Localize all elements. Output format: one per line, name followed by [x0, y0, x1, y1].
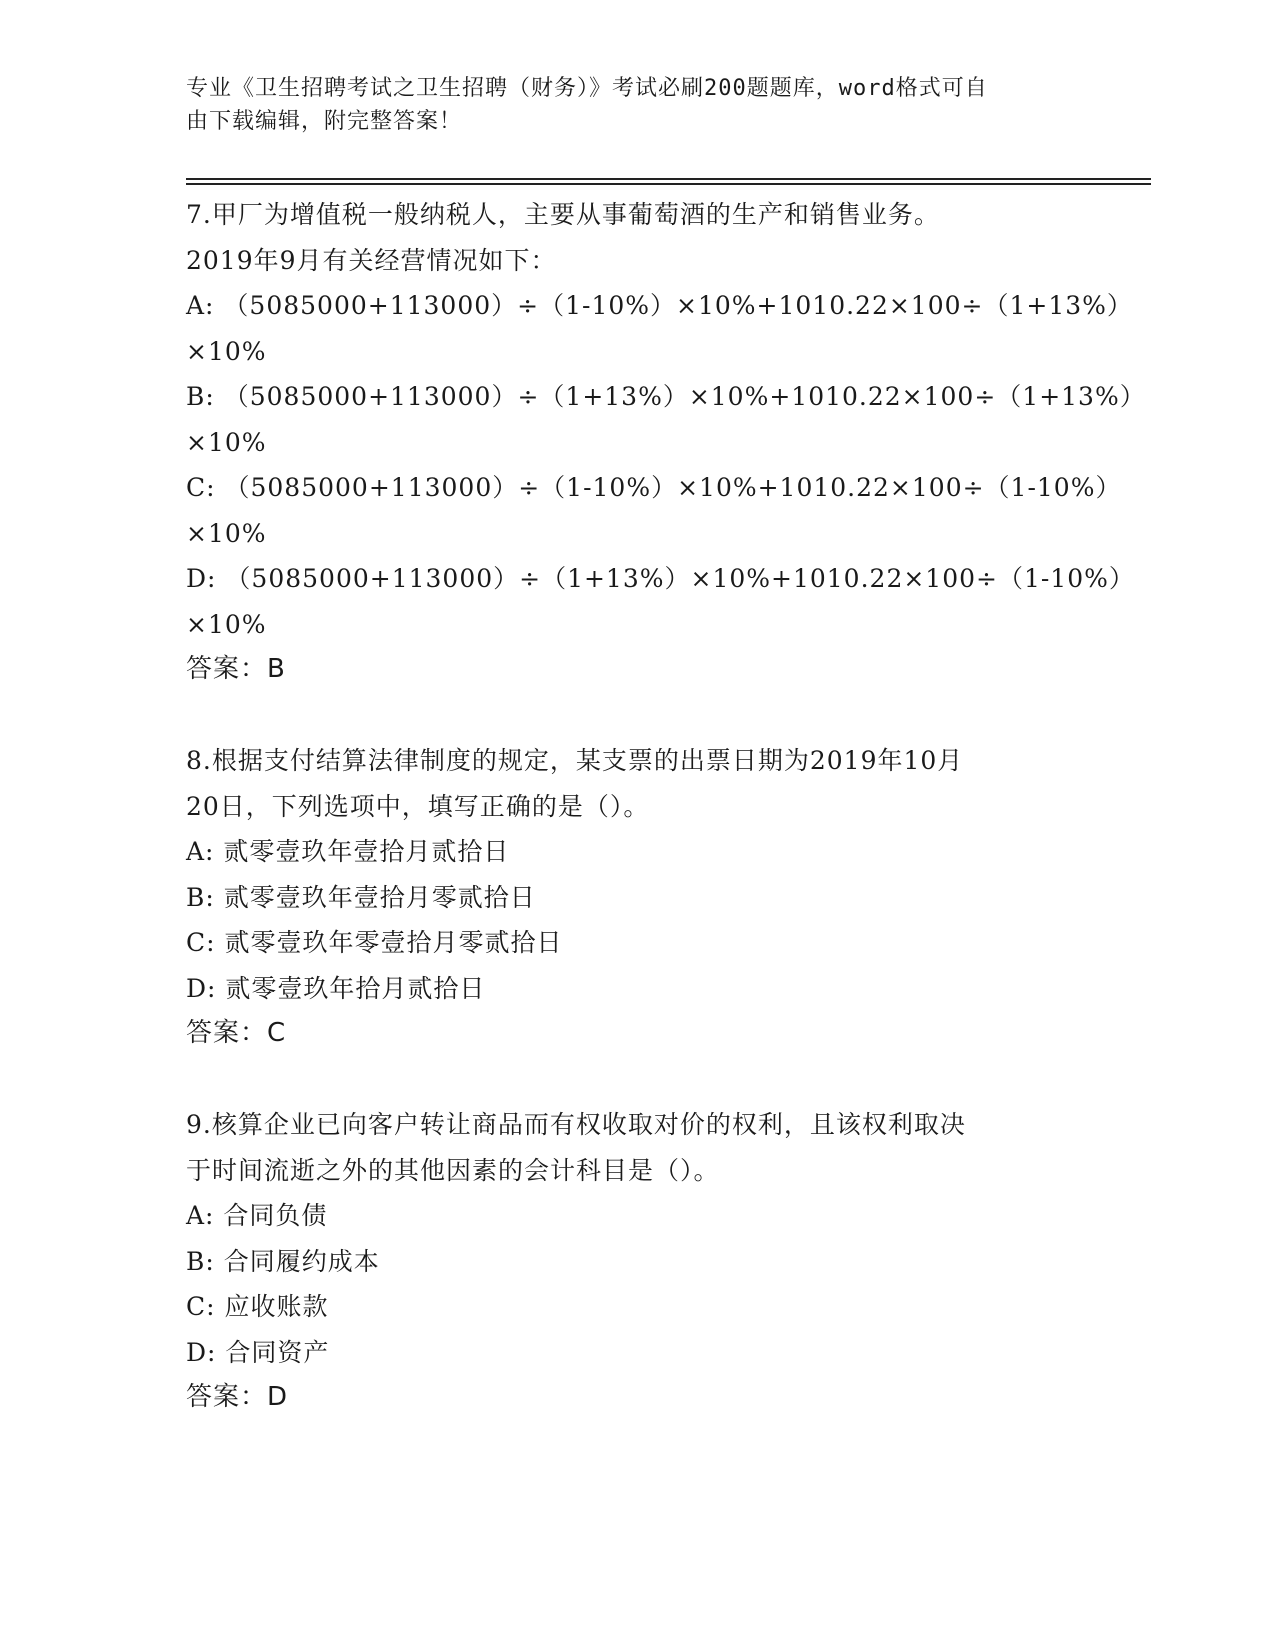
- option-line: A: 贰零壹玖年壹拾月贰拾日: [186, 837, 510, 866]
- option-line: B: 贰零壹玖年壹拾月零贰拾日: [186, 882, 536, 912]
- question-stem-line: 7.甲厂为增值税一般纳税人，主要从事葡萄酒的生产和销售业务。: [186, 200, 940, 229]
- option-line: B: （5085000+113000）÷（1+13%）×10%+1010.22×100÷（1+13%）: [186, 382, 1146, 411]
- answer-line: 答案：B: [186, 654, 286, 684]
- question-list: [186, 188, 1146, 1421]
- option-line: A: 合同负债: [186, 1201, 328, 1230]
- header-divider-top: [186, 178, 1151, 180]
- option-line: ×10%: [186, 336, 267, 366]
- answer-line: 答案：C: [186, 1018, 287, 1048]
- option-line: C: 应收账款: [186, 1292, 329, 1321]
- question-stem-line: 2019年9月有关经营情况如下：: [186, 245, 557, 275]
- answer-line: 答案：D: [186, 1382, 289, 1412]
- question-stem-line: 8.根据支付结算法律制度的规定，某支票的出票日期为2019年10月: [186, 746, 964, 775]
- option-line: D: 合同资产: [186, 1337, 330, 1367]
- option-line: A: （5085000+113000）÷（1-10%）×10%+1010.22×100÷（1+13%）: [186, 291, 1133, 320]
- header-line-2: 由下载编辑，附完整答案！: [186, 109, 463, 134]
- question-stem-line: 20日，下列选项中，填写正确的是（）。: [186, 791, 650, 821]
- option-line: ×10%: [186, 609, 267, 639]
- spacer: [186, 1057, 1066, 1103]
- header-line-1: 专业《卫生招聘考试之卫生招聘（财务）》考试必刷200题题库，word格式可自: [186, 76, 988, 101]
- question-block: [186, 1102, 1066, 1421]
- option-line: C: （5085000+113000）÷（1-10%）×10%+1010.22×100÷（1-10%）: [186, 473, 1122, 502]
- option-line: ×10%: [186, 427, 267, 457]
- option-line: D: （5085000+113000）÷（1+13%）×10%+1010.22×100÷（1-10%）: [186, 564, 1135, 593]
- spacer: [186, 693, 1066, 739]
- option-line: B: 合同履约成本: [186, 1246, 380, 1276]
- option-line: ×10%: [186, 518, 267, 548]
- option-line: D: 贰零壹玖年拾月贰拾日: [186, 973, 486, 1003]
- header-divider-bottom: [186, 183, 1151, 185]
- option-line: C: 贰零壹玖年零壹拾月零贰拾日: [186, 928, 563, 957]
- question-block: [186, 192, 1146, 693]
- question-block: [186, 738, 1066, 1057]
- question-stem-line: 9.核算企业已向客户转让商品而有权收取对价的权利，且该权利取决: [186, 1110, 966, 1139]
- document-header: [186, 72, 1066, 138]
- question-stem-line: 于时间流逝之外的其他因素的会计科目是（）。: [186, 1155, 720, 1185]
